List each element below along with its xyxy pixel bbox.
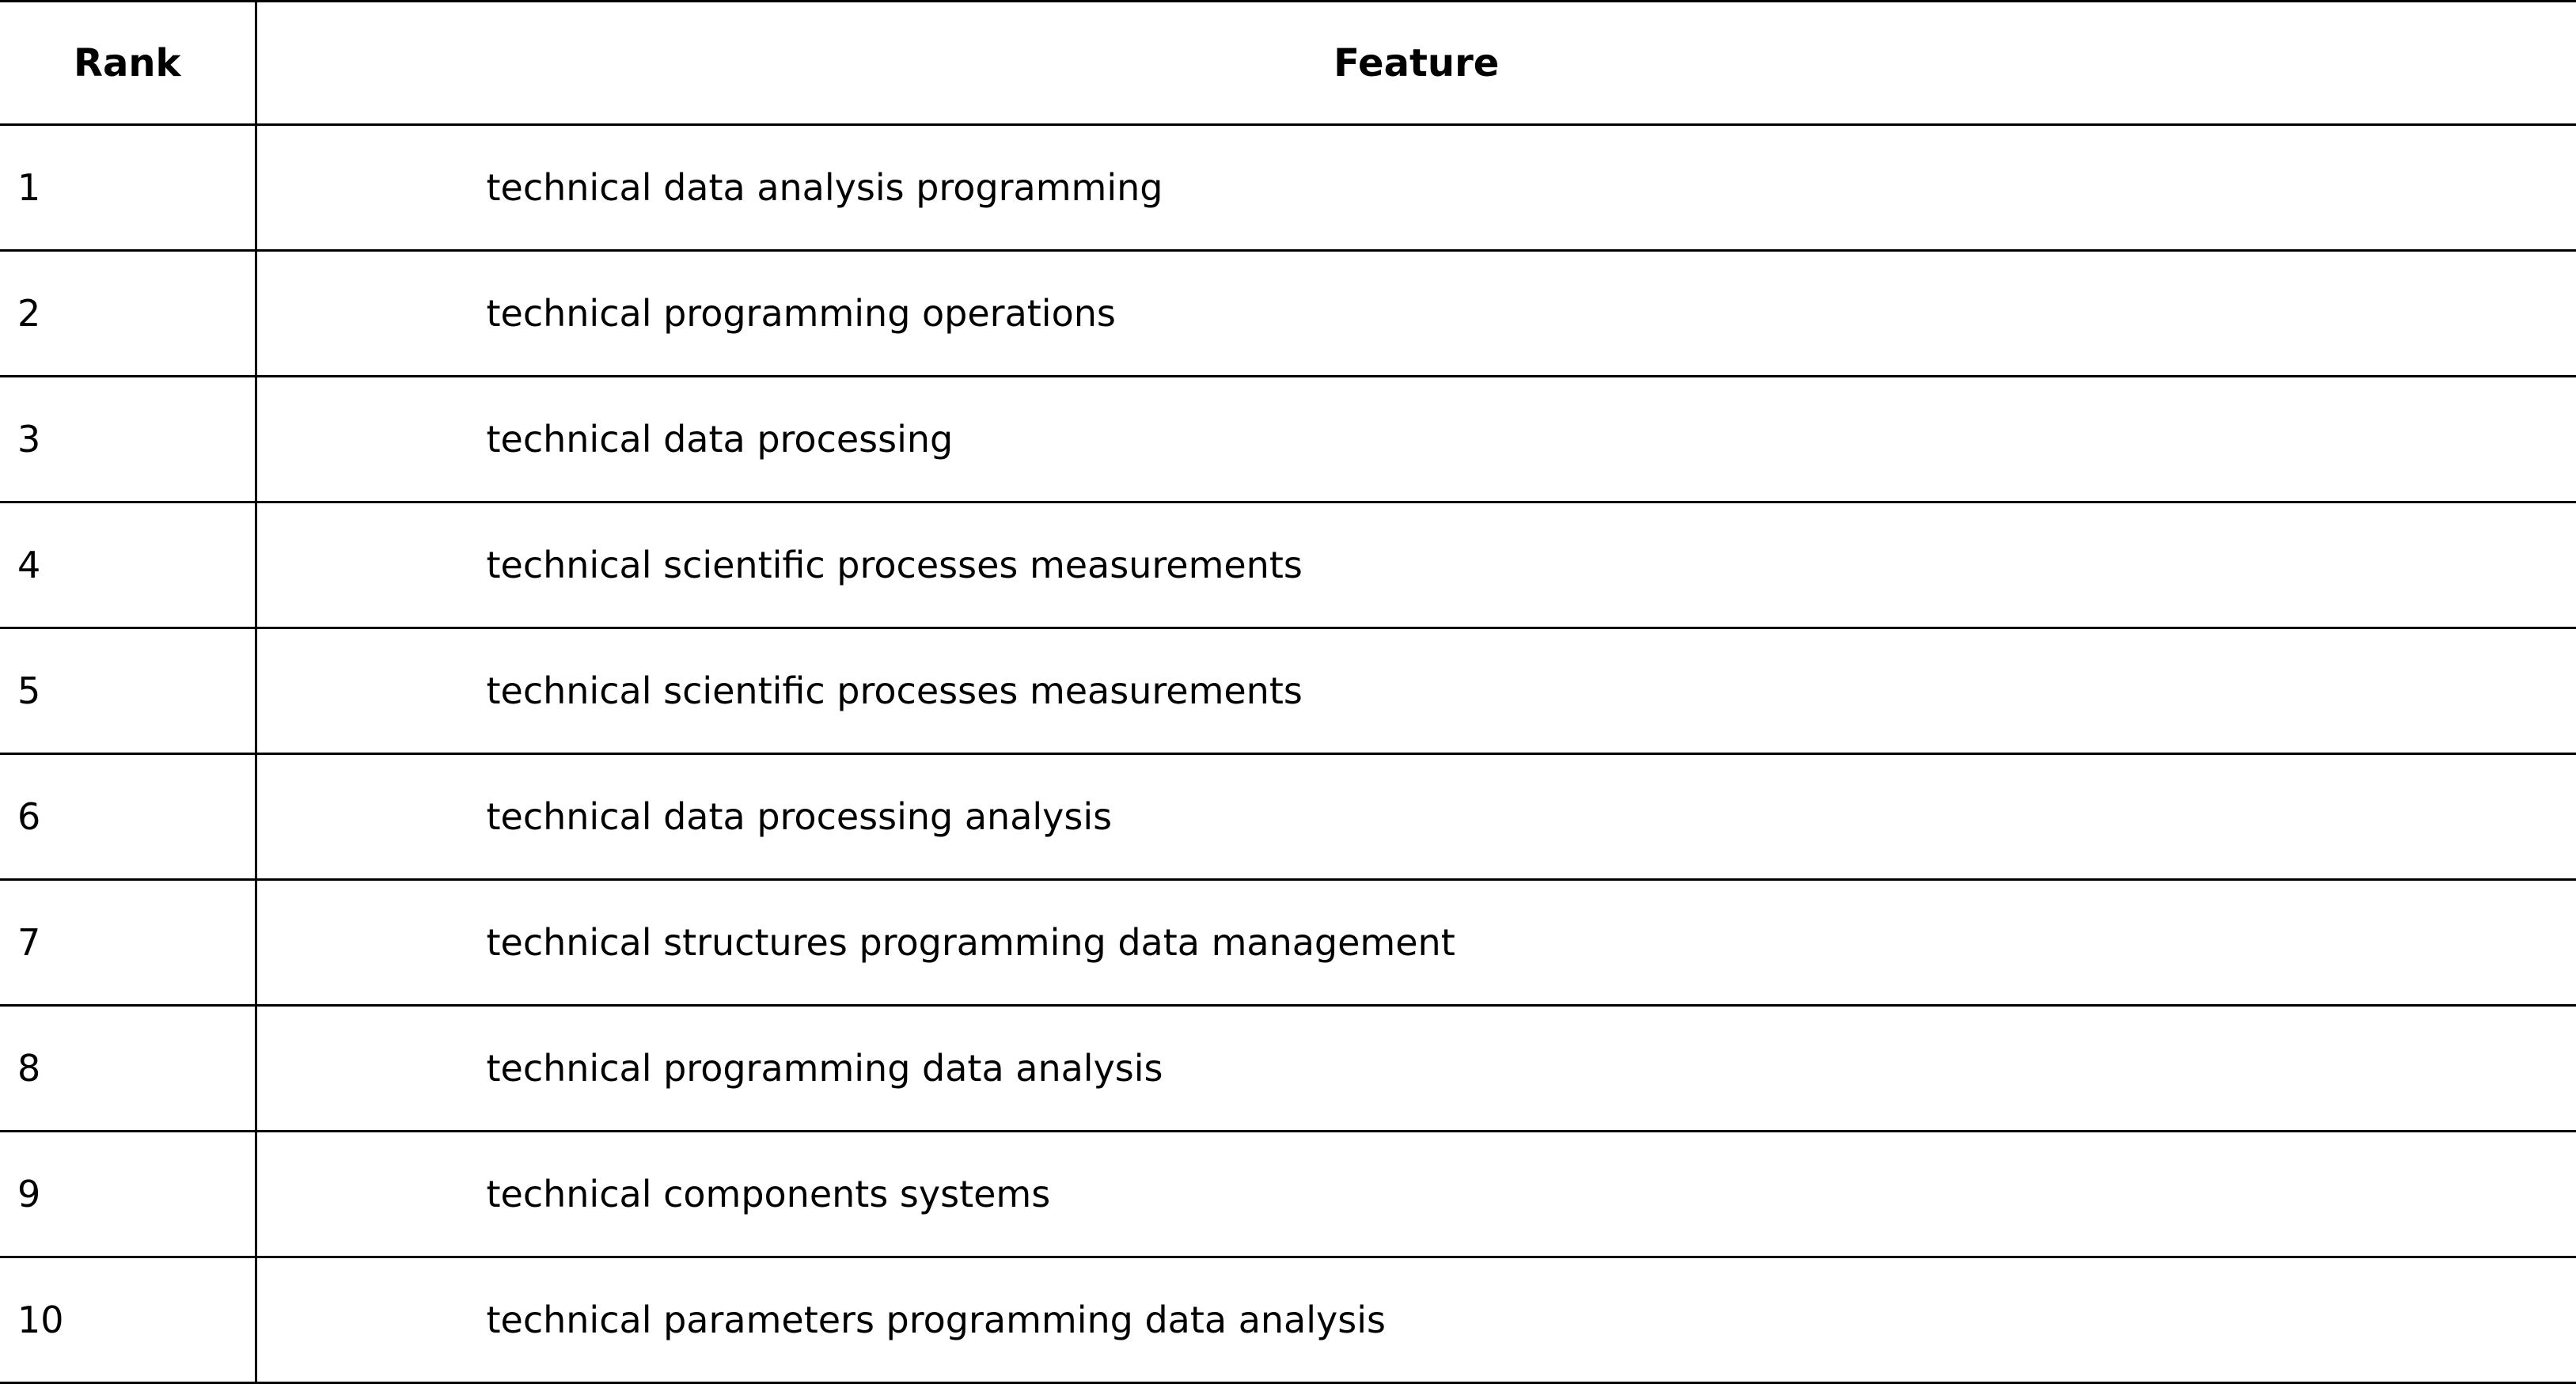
- cell-rank: 3: [0, 377, 256, 502]
- cell-feature: technical programming data analysis: [256, 1006, 2576, 1132]
- table-row: [0, 251, 2576, 377]
- table-row: [0, 502, 2576, 628]
- cell-feature: technical components systems: [256, 1132, 2576, 1257]
- table-row: [0, 1006, 2576, 1132]
- cell-feature: technical data analysis programming: [256, 125, 2576, 251]
- cell-feature: technical data processing: [256, 377, 2576, 502]
- cell-rank: 2: [0, 251, 256, 377]
- cell-rank: 7: [0, 880, 256, 1006]
- cell-feature: technical data processing analysis: [256, 754, 2576, 880]
- table-row: [0, 1257, 2576, 1383]
- cell-feature: technical parameters programming data analysis: [256, 1257, 2576, 1383]
- table-row: [0, 628, 2576, 754]
- table-row: [0, 1132, 2576, 1257]
- table-row: [0, 880, 2576, 1006]
- cell-feature: technical programming operations: [256, 251, 2576, 377]
- cell-rank: 6: [0, 754, 256, 880]
- cell-rank: 5: [0, 628, 256, 754]
- column-header-feature: Feature: [256, 2, 2576, 125]
- cell-feature: technical structures programming data management: [256, 880, 2576, 1006]
- table-row: [0, 754, 2576, 880]
- table-row: [0, 125, 2576, 251]
- table-header-row: [0, 2, 2576, 125]
- cell-feature: technical scientific processes measurements: [256, 502, 2576, 628]
- cell-feature: technical scientific processes measurements: [256, 628, 2576, 754]
- cell-rank: 8: [0, 1006, 256, 1132]
- table-row: [0, 377, 2576, 502]
- table-body: [0, 125, 2576, 1383]
- cell-rank: 1: [0, 125, 256, 251]
- column-header-rank: Rank: [0, 2, 256, 125]
- cell-rank: 9: [0, 1132, 256, 1257]
- cell-rank: 4: [0, 502, 256, 628]
- table-header: [0, 2, 2576, 125]
- cell-rank: 10: [0, 1257, 256, 1383]
